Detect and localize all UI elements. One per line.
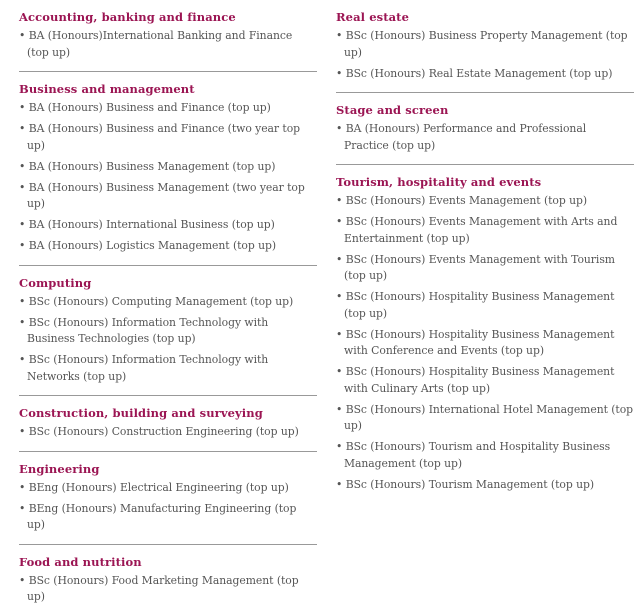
course-list-item[interactable]: • BA (Honours) International Business (top up) (19, 218, 275, 231)
course-list-item[interactable]: • BEng (Honours) Electrical Engineering (top up) (19, 480, 289, 494)
course-list-item[interactable]: • BSc (Honours) Hospitality Business Management with Culinary Arts (top up) (336, 365, 615, 395)
course-list-item[interactable]: • BA (Honours) Business and Finance (two year top up) (19, 122, 301, 152)
course-list-item[interactable]: • BA (Honours) Business Management (top up) (19, 159, 276, 173)
course-list-item[interactable]: • BSc (Honours) Computing Management (top up) (19, 294, 294, 308)
section-real-estate (336, 0, 634, 93)
left-column (19, 0, 317, 606)
course-list-item[interactable]: • BA (Honours)International Banking and Finance (top up) (19, 29, 293, 59)
course-list-item[interactable]: • BSc (Honours) Hospitality Business Management with Conference and Events (top up) (336, 327, 615, 357)
course-list-item[interactable]: • BSc (Honours) Construction Engineering (top up) (19, 425, 299, 438)
section-heading[interactable]: Stage and screen (336, 103, 449, 117)
course-list-item[interactable]: • BA (Honours) Performance and Professional Practice (top up) (336, 122, 587, 152)
section-heading[interactable]: Engineering (19, 461, 100, 476)
section-heading[interactable]: Construction, building and surveying (19, 406, 263, 420)
course-list-item[interactable]: • BSc (Honours) Tourism Management (top up) (336, 477, 594, 491)
section-business-and-management (19, 72, 317, 266)
course-list-item[interactable]: • BA (Honours) Business Management (two year top up) (19, 180, 305, 210)
right-column (336, 0, 634, 493)
course-list-item[interactable]: • BSc (Honours) Information Technology with Networks (top up) (19, 353, 269, 383)
course-list-item[interactable]: • BSc (Honours) Events Management with Arts and Entertainment (top up) (336, 215, 618, 245)
section-food-and-nutrition (19, 545, 317, 606)
course-list-item[interactable]: • BSc (Honours) Events Management (top up) (336, 194, 588, 207)
section-stage-and-screen (336, 93, 634, 165)
course-list-item[interactable]: • BSc (Honours) Food Marketing Management (top up) (19, 573, 299, 603)
course-list-item[interactable]: • BSc (Honours) Hospitality Business Management (top up) (336, 290, 615, 320)
section-tourism-hospitality-and-events (336, 165, 634, 493)
course-list-item[interactable]: • BEng (Honours) Manufacturing Engineering (top up) (19, 501, 297, 531)
section-heading[interactable]: Real estate (336, 10, 409, 24)
course-list-item[interactable]: • BSc (Honours) Real Estate Management (top up) (336, 66, 613, 80)
course-list-item[interactable]: • BSc (Honours) Tourism and Hospitality Business Management (top up) (336, 440, 611, 470)
course-list-item[interactable]: • BSc (Honours) Events Management with Tourism (top up) (336, 252, 615, 282)
section-construction-building-and-surveying (19, 396, 317, 452)
course-list-item[interactable]: • BA (Honours) Logistics Management (top up) (19, 239, 277, 252)
course-list-item[interactable]: • BSc (Honours) Business Property Management (top up) (336, 29, 628, 59)
section-heading[interactable]: Accounting, banking and finance (19, 10, 236, 24)
course-list-item[interactable]: • BA (Honours) Business and Finance (top up) (19, 101, 271, 114)
section-computing (19, 266, 317, 397)
course-list-item[interactable]: • BSc (Honours) International Hotel Management (top up) (336, 402, 634, 432)
section-heading[interactable]: Business and management (19, 82, 195, 96)
section-heading[interactable]: Tourism, hospitality and events (336, 175, 542, 189)
section-accounting-banking-and-finance (19, 0, 317, 72)
section-heading[interactable]: Food and nutrition (19, 554, 142, 569)
course-list-item[interactable]: • BSc (Honours) Information Technology with Business Technologies (top up) (19, 315, 269, 345)
section-heading[interactable]: Computing (19, 275, 92, 290)
